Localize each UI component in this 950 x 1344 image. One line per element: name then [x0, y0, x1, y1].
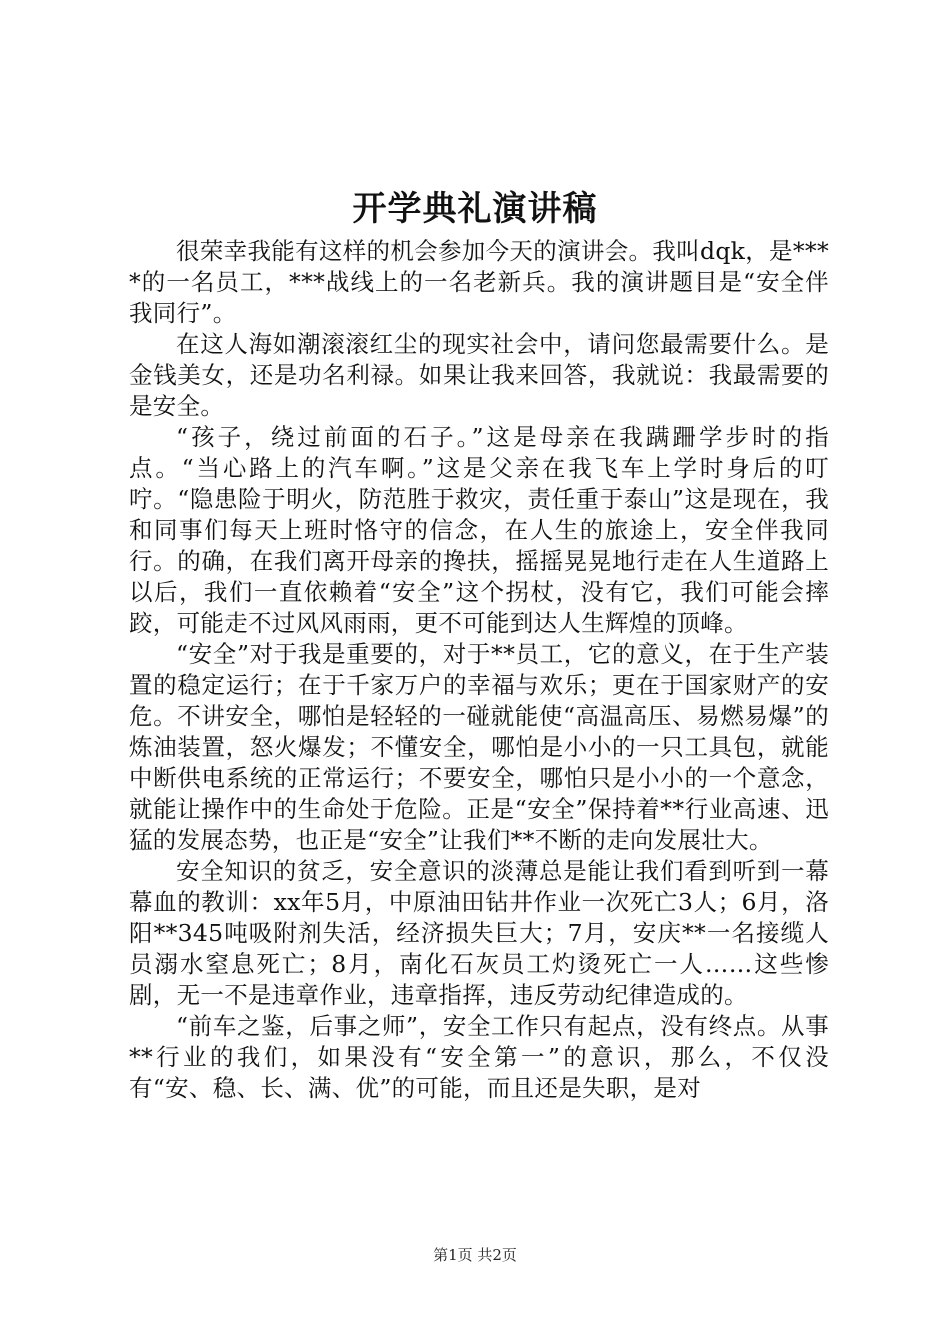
paragraph-2: 在这人海如潮滚滚红尘的现实社会中，请问您最需要什么。是金钱美女，还是功名利禄。如果让我来回答，我就说：我最需要的是安全。: [129, 330, 829, 420]
document-title: 开学典礼演讲稿: [352, 189, 598, 229]
paragraph-6: “前车之鉴，后事之师”，安全工作只有起点，没有终点。从事**行业的我们，如果没有“安全第一”的意识，那么，不仅没有“安、稳、长、满、优”的可能，而且还是失职，是对: [129, 1012, 829, 1102]
paragraph-1: 很荣幸我能有这样的机会参加今天的演讲会。我叫dqk，是****的一名员工，***战线上的一名老新兵。我的演讲题目是“安全伴我同行”。: [129, 237, 829, 327]
paragraph-4: “安全”对于我是重要的，对于**员工，它的意义，在于生产装置的稳定运行；在于千家万户的幸福与欢乐；更在于国家财产的安危。不讲安全，哪怕是轻轻的一碰就能使“高温高压、易燃易爆”的炼油装置，怒火爆发；不懂安全，哪怕是小小的一只工具包，就能中断供电系统的正常运行；不要安全，哪怕只是小小的一个意念，就能让操作中的生命处于危险。正是“安全”保持着**行业高速、迅猛的发展态势，也正是“安全”让我们**不断的走向发展壮大。: [129, 640, 829, 854]
paragraph-3: “孩子，绕过前面的石子。”这是母亲在我蹒跚学步时的指点。“当心路上的汽车啊。”这是父亲在我飞车上学时身后的叮咛。“隐患险于明火，防范胜于救灾，责任重于泰山”这是现在，我和同事们每天上班时恪守的信念，在人生的旅途上，安全伴我同行。的确，在我们离开母亲的搀扶，摇摇晃晃地行走在人生道路上以后，我们一直依赖着“安全”这个拐杖，没有它，我们可能会摔跤，可能走不过风风雨雨，更不可能到达人生辉煌的顶峰。: [129, 423, 829, 637]
page-footer: 第1页 共2页: [433, 1246, 517, 1264]
paragraph-5: 安全知识的贫乏，安全意识的淡薄总是能让我们看到听到一幕幕血的教训：xx年5月，中原油田钻井作业一次死亡3人；6月，洛阳**345吨吸附剂失活，经济损失巨大；7月，安庆**一名接缆人员溺水窒息死亡；8月，南化石灰员工灼烫死亡一人……这些惨剧，无一不是违章作业，违章指挥，违反劳动纪律造成的。: [129, 857, 829, 1009]
document-body: [129, 236, 829, 1104]
